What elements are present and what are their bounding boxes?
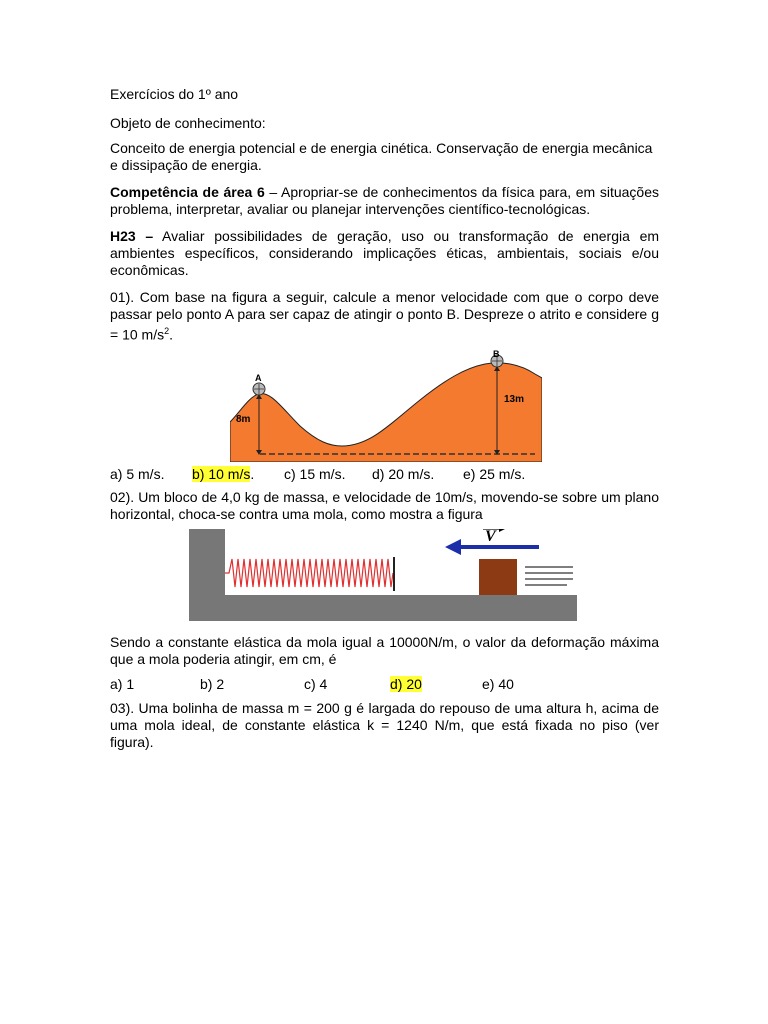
q2-option-c: c) 4 [304, 675, 328, 692]
q1-option-a: a) 5 m/s. [110, 465, 165, 482]
figure-spring-block [189, 529, 581, 621]
hill-terrain [230, 363, 542, 462]
h23-text: Avaliar possibilidades de geração, uso ou transformação de energia em ambientes específicos, considerando implicações éticas, ambientais, sociais e/ou econômicas. [110, 228, 660, 278]
document-page [110, 86, 659, 751]
point-a-label: A [255, 372, 262, 383]
q1-exponent: 2 [164, 326, 170, 336]
q2-option-d-highlight: d) 20 [390, 675, 422, 692]
competencia-paragraph [110, 184, 659, 218]
q2-options [110, 676, 659, 692]
question-3-text: 03). Uma bolinha de massa m = 200 g é largada do repouso de uma altura h, acima de uma mola ideal, de constante elástica k = 1240 N/m, que está fixada no piso (ver figura). [110, 699, 659, 750]
question-2-text: 02). Um bloco de 4,0 kg de massa, e velocidade de 10m/s, movendo-se sobre um plano horizontal, choca-se contra uma mola, como mostra a figura [110, 488, 659, 522]
floor [189, 595, 577, 621]
competencia-label: Competência de área 6 [110, 184, 265, 200]
q1-option-b-highlight: b) 10 m/s [192, 465, 251, 482]
q2-option-e: e) 40 [482, 675, 514, 692]
velocity-label: V [485, 528, 496, 545]
block [479, 559, 517, 595]
q1-options [110, 466, 659, 482]
height-b-label: 13m [504, 393, 525, 405]
spring-coil [225, 559, 393, 587]
objeto-label: Objeto de conhecimento: [110, 115, 266, 131]
question-2-text-2: Sendo a constante elástica da mola igual a 10000N/m, o valor da deformação máxima que a mola poderia atingir, em cm, é [110, 633, 659, 667]
q2-option-a: a) 1 [110, 675, 135, 692]
q1-option-b: b) 10 m/s. [192, 465, 255, 482]
competencia-text: – Apropriar-se de conhecimentos da física para, em situações problema, interpretar, avaliar ou planejar intervenções científico-tecnológicas. [110, 184, 659, 217]
q1-body: 01). Com base na figura a seguir, calcule a menor velocidade com que o corpo deve passar pelo ponto A para ser capaz de atingir o ponto B. Despreze o atrito e considere g = 10 m/s [110, 289, 659, 343]
figure-hill-track [230, 350, 542, 462]
page-title: Exercícios do 1º ano [110, 86, 239, 102]
q1-option-c: c) 15 m/s. [284, 465, 346, 482]
h23-label: H23 – [110, 228, 154, 244]
q2-option-b: b) 2 [200, 675, 225, 692]
q1-end: . [169, 326, 173, 343]
q1-option-e: e) 25 m/s. [463, 465, 526, 482]
velocity-arrow-head [445, 539, 461, 555]
q1-option-d: d) 20 m/s. [372, 465, 435, 482]
point-b-label: B [493, 349, 500, 359]
conceito-text: Conceito de energia potencial e de energia cinética. Conservação de energia mecânica e dissipação de energia. [110, 140, 653, 173]
h23-paragraph [110, 228, 659, 279]
q2-option-d [390, 676, 482, 692]
height-a-label: 8m [236, 413, 251, 425]
question-1-text [110, 289, 659, 344]
